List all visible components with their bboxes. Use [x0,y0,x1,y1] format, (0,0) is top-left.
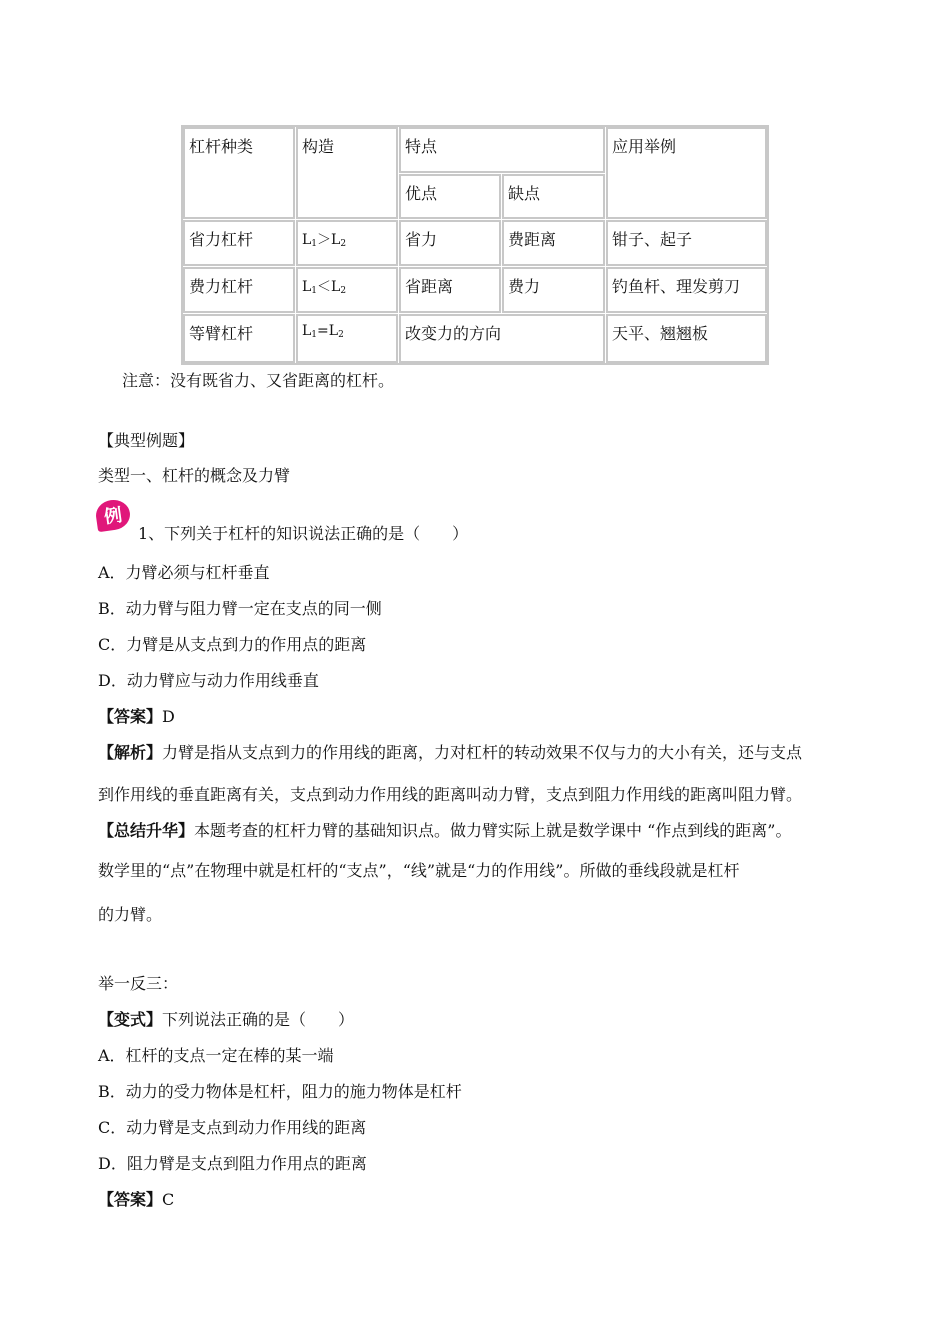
variant-option-b: B．动力的受力物体是杠杆，阻力的施力物体是杠杆 [98,1082,462,1101]
row1-example: 钳子、起子 [606,220,767,266]
row1-advantage: 省力 [399,220,501,266]
example-badge-icon: 例 [94,498,132,532]
header-examples: 应用举例 [606,127,767,219]
row1-type: 省力杠杆 [183,220,295,266]
row3-type: 等臂杠杆 [183,314,295,363]
variant-answer: 【答案】C [98,1190,175,1209]
summary-line1: 【总结升华】本题考查的杠杆力臂的基础知识点。做力臂实际上就是数学课中 “作点到线的距离”。 [98,821,792,840]
question: 1、下列关于杠杆的知识说法正确的是（ ） [138,524,469,543]
type-title: 类型一、杠杆的概念及力臂 [98,466,291,485]
analysis-line2: 到作用线的垂直距离有关，支点到动力作用线的距离叫动力臂，支点到阻力作用线的距离叫阻力臂。 [98,785,803,804]
header-structure: 构造 [296,127,398,219]
header-advantage: 优点 [399,174,501,219]
header-type: 杠杆种类 [183,127,295,219]
row2-advantage: 省距离 [399,267,501,313]
variant-option-a: A．杠杆的支点一定在棒的某一端 [98,1046,334,1065]
row1-structure: $L_1>L_2$ [296,220,398,266]
section-title: 【典型例题】 [98,431,195,450]
option-b: B．动力臂与阻力臂一定在支点的同一侧 [98,599,382,618]
summary-line2: 数学里的“点”在物理中就是杠杆的“支点”，“线”就是“力的作用线”。所做的垂线段就是杠杆 [98,861,740,880]
variant-option-c: C．动力臂是支点到动力作用线的距离 [98,1118,367,1137]
analysis-line1: 【解析】力臂是指从支点到力的作用线的距离，力对杠杆的转动效果不仅与力的大小有关，还与支点 [98,743,803,762]
row3-feature: 改变力的方向 [399,314,605,363]
option-c: C．力臂是从支点到力的作用点的距离 [98,635,367,654]
note: 注意：没有既省力、又省距离的杠杆。 [122,371,395,390]
row2-example: 钓鱼杆、理发剪刀 [606,267,767,313]
row1-disadvantage: 费距离 [502,220,605,266]
row2-structure: $L_1<L_2$ [296,267,398,313]
header-disadvantage: 缺点 [502,174,605,219]
variant-intro: 举一反三： [98,974,179,993]
row2-disadvantage: 费力 [502,267,605,313]
summary-line3: 的力臂。 [98,905,163,924]
row3-structure: $L_1=L_2$ [296,314,398,363]
option-a: A．力臂必须与杠杆垂直 [98,563,270,582]
variant-question: 【变式】下列说法正确的是（ ） [98,1010,355,1029]
variant-option-d: D．阻力臂是支点到阻力作用点的距离 [98,1154,367,1173]
option-d: D．动力臂应与动力作用线垂直 [98,671,319,690]
row2-type: 费力杠杆 [183,267,295,313]
header-features: 特点 [399,127,605,173]
answer: 【答案】D [98,707,175,726]
row3-example: 天平、翘翘板 [606,314,767,363]
